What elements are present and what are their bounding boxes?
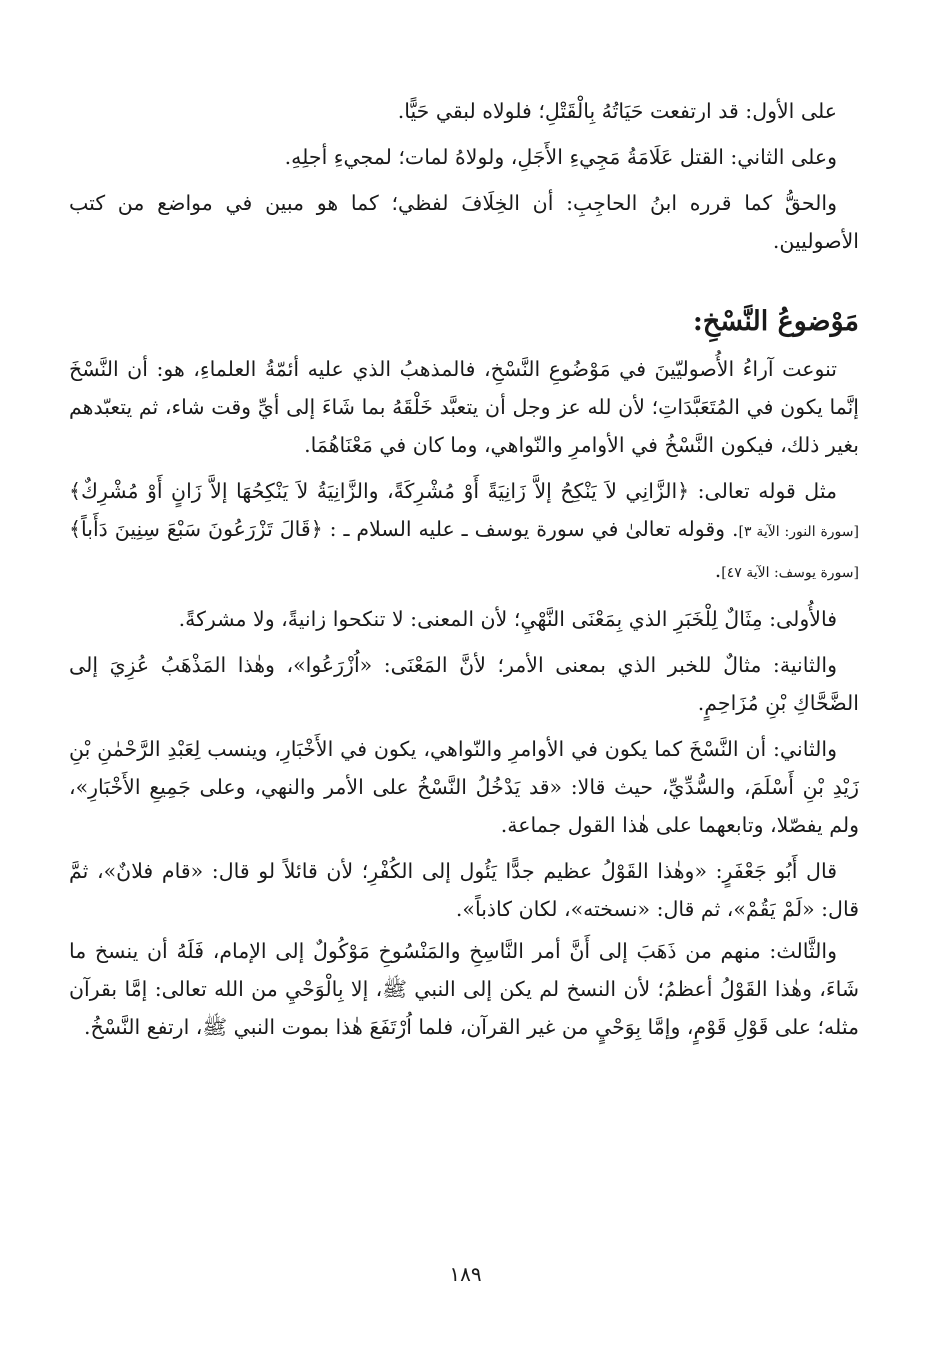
paragraph: والحقُّ كما قرره ابنُ الحاجِبِ: أن الخِلَافَ لفظي؛ كما هو مبين في مواضع من كتب الأصوليين. xyxy=(69,191,859,253)
page-body xyxy=(69,92,859,1054)
paragraph-with-citations xyxy=(69,472,859,592)
page-number: ١٨٩ xyxy=(449,1262,482,1286)
paragraph: على الأول: قد ارتفعت حَيَاتُهُ بِالْقَتْلِ؛ فلولاه لبقي حَيًّا. xyxy=(397,99,837,123)
section-heading: مَوْضوعُ النَّسْخِ: xyxy=(692,306,859,337)
paragraph: تنوعت آراءُ الأُصوليّينَ في مَوْضُوعِ النَّسْخِ، فالمذهبُ الذي عليه أئمّةُ العلماءِ، هو: أن النَّسْخَ إنَّما يكون في المُتَعَبَّدَاتِ؛ لأن لله عز وجل أن يتعبَّد خَلْقَهُ بما شَاءَ إلى أيِّ وقت شاء، ثم يتعبّدهم بغير ذلك، فيكون النَّسْخُ في الأوامرِ والنّواهي، وما كان في مَعْنَاهُمَا. xyxy=(69,357,859,457)
paragraph: والثانية: مثالٌ للخبر الذي بمعنى الأمر؛ لأنَّ المَعْنَى: «اُزْرَعُوا»، وهٰذا المَذْهَبُ عُزِيَ إلى الضَّحَّاكِ بْنِ مُزَاحِمٍ. xyxy=(69,653,859,715)
paragraph: قال أَبُو جَعْفَرٍ: «وهٰذا القَوْلُ عظيم جدًّا يَئُول إلى الكُفْرِ؛ لأن قائلاً لو قال: «قام فلانٌ»، ثمَّ قال: «لَمْ يَقُمْ»، ثم قال: «نسخته»، لكان كاذباً». xyxy=(69,859,859,921)
citation-ref: [سورة النور: الآية ٣] xyxy=(738,524,859,540)
paragraph: فالأُولى: مِثَالٌ لِلْخَبَرِ الذي بِمَعْنَى النَّهْيِ؛ لأن المعنى: لا تنكحوا زانيةً، ولا مشركةً. xyxy=(178,607,837,631)
sentence-end: . xyxy=(714,558,722,582)
paragraph: والثَّالث: منهم من ذَهَبَ إلى أَنَّ أمر النَّاسِخِ والمَنْسُوخِ مَوْكُولٌ إلى الإمام، فَلَهُ أن ينسخ ما شَاءَ، وهٰذا القَوْلُ أعظمُ؛ لأن النسخ لم يكن إلى النبي ﷺ، إلا بِالْوَحْيِ من الله تعالى: إمَّا بقرآن مثله؛ على قَوْلِ قَوْمٍ، وإمَّا بِوَحْيٍ من غير القرآن، فلما اُرْتَفَعَ هٰذا بموت النبي ﷺ، ارتفع النَّسْخُ. xyxy=(69,939,859,1039)
quran-verse-text: . وقوله تعالىٰ في سورة يوسف ـ عليه السلام ـ : ﴿قَالَ تَزْرَعُونَ سَبْعَ سِنِينَ دَأَباً﴾ xyxy=(69,517,739,541)
quran-verse-text: مثل قوله تعالى: ﴿الزَّانِي لاَ يَنْكِحُ إلاَّ زَانِيَةً أَوْ مُشْرِكَةً، والزَّانِيَةُ لاَ يَنْكِحُهَا إلاَّ زَانٍ أَوْ مُشْرِكٌ﴾ xyxy=(69,479,837,503)
paragraph: والثاني: أن النَّسْخَ كما يكون في الأوامرِ والنّواهي، يكون في الأَخْبَارِ، وينسب لِعَبْدِ الرَّحْمٰنِ بْنِ زَيْدِ بْنِ أَسْلَمَ، والسُّدِّيِّ، حيث قالا: «قد يَدْخُلُ النَّسْخُ على الأمر والنهي، وعلى جَمِيعِ الأَخْبَارِ»، ولم يفصّلا، وتابعهما على هٰذا القول جماعة. xyxy=(69,737,859,837)
citation-ref: [سورة يوسف: الآية ٤٧] xyxy=(721,565,859,581)
paragraph: وعلى الثاني: القتل عَلَامَةُ مَجِيءِ الأَجَلِ، ولولاهُ لمات؛ لمجيءِ أجلِهِ. xyxy=(284,145,837,169)
